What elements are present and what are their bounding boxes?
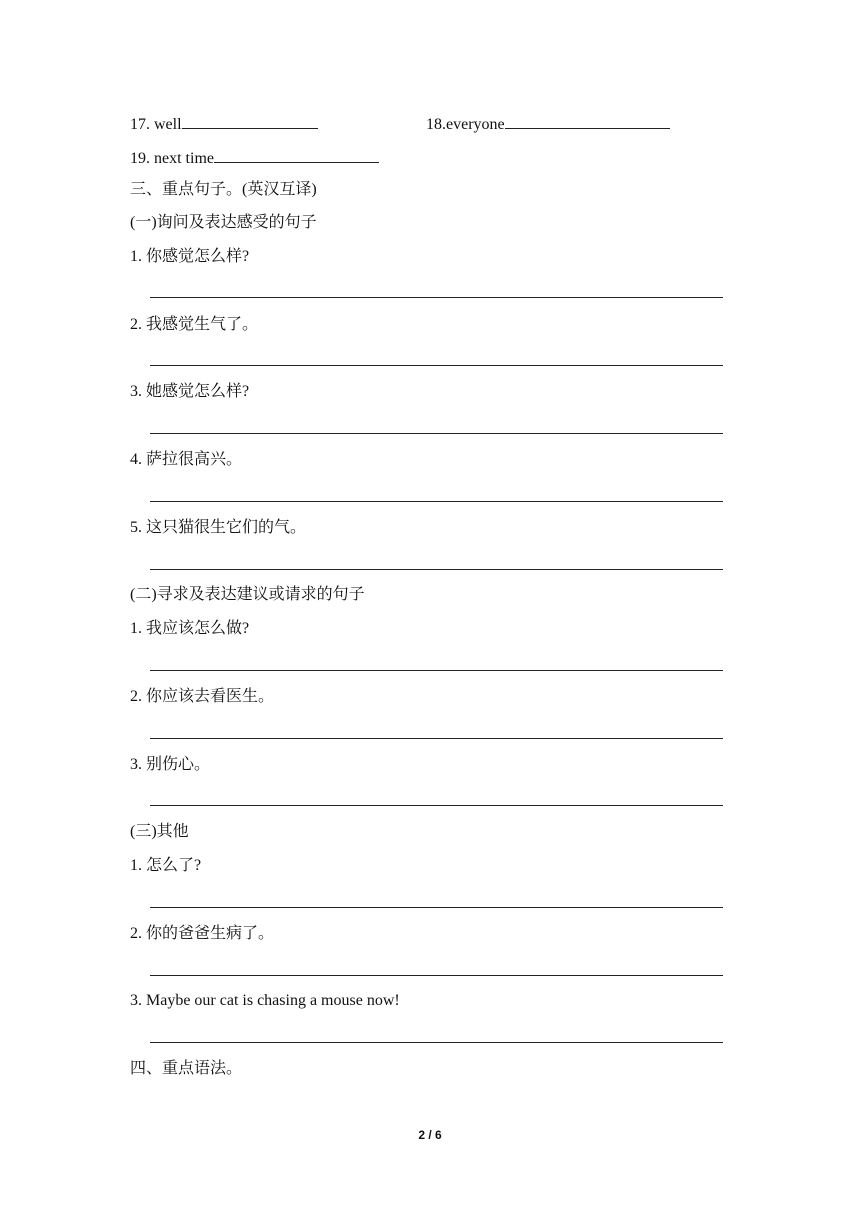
answer-line-1-5[interactable]: [150, 569, 723, 570]
answer-line-2-2[interactable]: [150, 738, 723, 739]
answer-line-2-1[interactable]: [150, 670, 723, 671]
answer-line-3-3[interactable]: [150, 1042, 723, 1043]
answer-line-1-2[interactable]: [150, 365, 723, 366]
question-2-2: 2. 你应该去看医生。: [130, 688, 275, 705]
vocab-item-17: [130, 112, 318, 135]
vocab-item-18: [426, 112, 670, 135]
question-3-3: 3. Maybe our cat is chasing a mouse now!: [130, 992, 400, 1009]
fill-blank-17[interactable]: [182, 112, 318, 129]
part-2-heading: (二)寻求及表达建议或请求的句子: [130, 586, 365, 603]
question-2-3: 3. 别伤心。: [130, 756, 211, 773]
section-3-title: 三、重点句子。(英汉互译): [130, 181, 317, 198]
question-2-1: 1. 我应该怎么做?: [130, 620, 250, 637]
answer-line-1-1[interactable]: [150, 297, 723, 298]
fill-blank-19[interactable]: [214, 146, 379, 163]
question-1-3: 3. 她感觉怎么样?: [130, 383, 250, 400]
question-1-4: 4. 萨拉很高兴。: [130, 451, 243, 468]
question-1-2: 2. 我感觉生气了。: [130, 316, 259, 333]
answer-line-1-4[interactable]: [150, 501, 723, 502]
part-3-heading: (三)其他: [130, 823, 189, 840]
part-1-heading: (一)询问及表达感受的句子: [130, 214, 317, 231]
vocab-label-17: 17. well: [130, 116, 182, 133]
question-1-1: 1. 你感觉怎么样?: [130, 248, 250, 265]
question-3-2: 2. 你的爸爸生病了。: [130, 925, 275, 942]
answer-line-3-2[interactable]: [150, 975, 723, 976]
fill-blank-18[interactable]: [505, 112, 670, 129]
vocab-label-19: 19. next time: [130, 150, 214, 167]
answer-line-2-3[interactable]: [150, 805, 723, 806]
section-4-title: 四、重点语法。: [130, 1060, 243, 1077]
page-number: 2 / 6: [418, 1128, 442, 1142]
answer-line-1-3[interactable]: [150, 433, 723, 434]
question-1-5: 5. 这只猫很生它们的气。: [130, 519, 307, 536]
answer-line-3-1[interactable]: [150, 907, 723, 908]
vocab-label-18: 18.everyone: [426, 116, 505, 133]
vocab-item-19: [130, 146, 379, 169]
question-3-1: 1. 怎么了?: [130, 857, 202, 874]
